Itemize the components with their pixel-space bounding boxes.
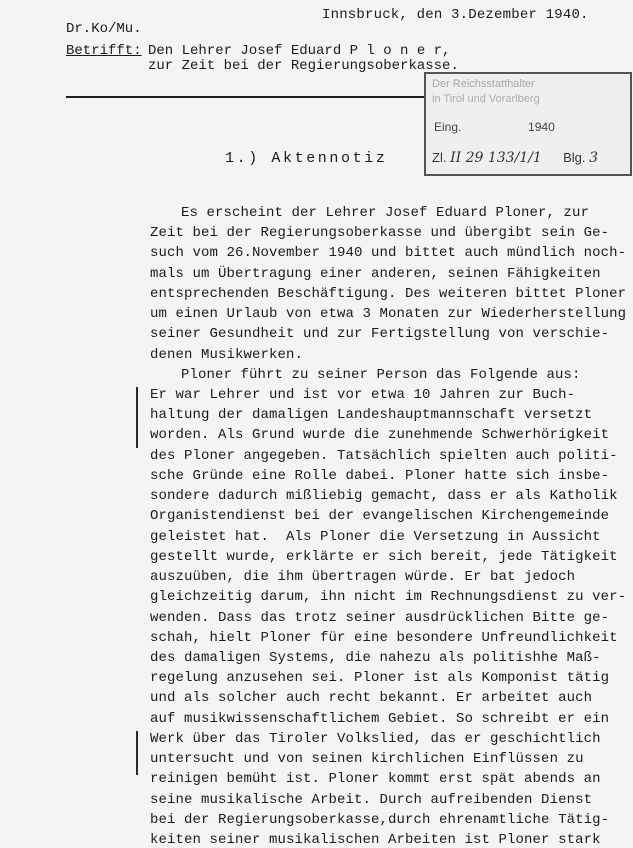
- subject-line-1: Den Lehrer Josef Eduard P l o n e r,: [148, 43, 451, 59]
- body-line-26: auf musikwissenschaftlichem Gebiet. So schreibt er ein: [150, 710, 610, 727]
- stamp-number-prefix: Zl.: [432, 150, 447, 165]
- body-line-1: Es erscheint der Lehrer Josef Eduard Ploner, zur: [181, 205, 590, 221]
- body-line-8: denen Musikwerken.: [150, 346, 304, 363]
- body-line-21: wenden. Dass das trotz seiner ausdrücklichen Bitte ge-: [150, 609, 610, 626]
- body-line-27: Werk über das Tiroler Volkslied, das er geschichtlich: [150, 730, 601, 747]
- body-line-13: des Ploner angegeben. Tatsächlich spielten auch politi-: [150, 447, 618, 464]
- stamp-received: [434, 120, 555, 134]
- memo-heading: 1.) Aktennotiz: [225, 150, 388, 167]
- body-line-7: seiner Gesundheit und zur Fertigstellung von verschie-: [150, 326, 610, 343]
- stamp-line-2: in Tirol und Vorarlberg: [432, 93, 540, 105]
- body-line-16: Organistendienst bei der evangelischen Kirchengemeinde: [150, 508, 610, 525]
- body-line-32: keiten seiner musikalischen Arbeiten ist Ploner stark: [150, 832, 601, 848]
- body-line-24: regelung anzusehen sei. Ploner ist als Komponist tätig: [150, 670, 610, 687]
- body-line-22: schah, hielt Ploner für eine besondere Unfreundlichkeit: [150, 629, 618, 646]
- stamp-received-label: Eing.: [434, 120, 462, 134]
- body-line-5: entsprechenden Beschäftigung. Des weiteren bittet Ploner: [150, 285, 627, 302]
- stamp-enclosures-value: 3: [589, 150, 599, 166]
- body-line-17: geleistet hat. Als Ploner die Versetzung in Aussicht: [150, 528, 601, 545]
- subject-line-2: zur Zeit bei der Regierungsoberkasse.: [148, 58, 459, 74]
- body-line-23: des damaligen Systems, die nahezu als politishhe Maß-: [150, 649, 601, 666]
- margin-mark-1: [136, 387, 138, 448]
- body-line-19: auszuüben, die ihm übertragen würde. Er bat jedoch: [150, 569, 576, 586]
- body-line-25: und als solcher auch recht bekannt. Er arbeitet auch: [150, 690, 593, 707]
- body-line-29: reinigen bemüht ist. Ploner kommt erst spät abends an: [150, 771, 601, 788]
- stamp-line-1: Der Reichsstatthalter: [432, 78, 535, 90]
- body-line-15: sondere dadurch mißliebig gemacht, dass er als Katholik: [150, 488, 618, 505]
- body-line-31: bei der Regierungsoberkasse,durch ehrenamtliche Tätig-: [150, 811, 610, 828]
- letter-date: Innsbruck, den 3.Dezember 1940.: [322, 7, 589, 23]
- body-line-9: Ploner führt zu seiner Person das Folgende aus:: [181, 366, 581, 383]
- stamp-received-year: 1940: [528, 120, 555, 134]
- reference-code: Dr.Ko/Mu.: [66, 21, 142, 37]
- body-line-12: worden. Als Grund wurde die zunehmende Schwerhörigkeit: [150, 427, 610, 444]
- body-line-10: Er war Lehrer und ist vor etwa 10 Jahren zur Buch-: [150, 387, 576, 404]
- stamp-number-value: II 29 133/1/1: [450, 150, 542, 166]
- header-divider: [66, 96, 426, 98]
- subject-label: Betrifft:: [66, 43, 142, 59]
- margin-mark-2: [136, 731, 138, 775]
- stamp-number: [432, 150, 598, 166]
- body-line-6: um einen Urlaub von etwa 3 Monaten zur Wiederherstellung: [150, 306, 627, 323]
- body-line-20: gleichzeitig darum, ihn nicht im Rechnungsdienst zu ver-: [150, 589, 627, 606]
- body-line-3: such vom 26.November 1940 und bittet auch mündlich noch-: [150, 245, 627, 262]
- body-line-14: sche Gründe eine Rolle dabei. Ploner hatte sich insbe-: [150, 467, 610, 484]
- body-line-18: gestellt wurde, erklärte er sich bereit, jede Tätigkeit: [150, 548, 618, 565]
- body-line-2: Zeit bei der Regierungsoberkasse und übergibt sein Ge-: [150, 225, 610, 242]
- body-line-28: untersucht und von seinen kirchlichen Einflüssen zu: [150, 751, 584, 768]
- receipt-stamp: [424, 72, 632, 176]
- body-line-30: seine musikalische Arbeit. Durch aufreibenden Dienst: [150, 791, 593, 808]
- body-line-11: haltung der damaligen Landeshauptmannschaft versetzt: [150, 407, 593, 424]
- body-line-4: mals um Übertragung einer anderen, seinen Fähigkeiten: [150, 265, 601, 282]
- stamp-enclosures-label: Blg.: [563, 150, 586, 165]
